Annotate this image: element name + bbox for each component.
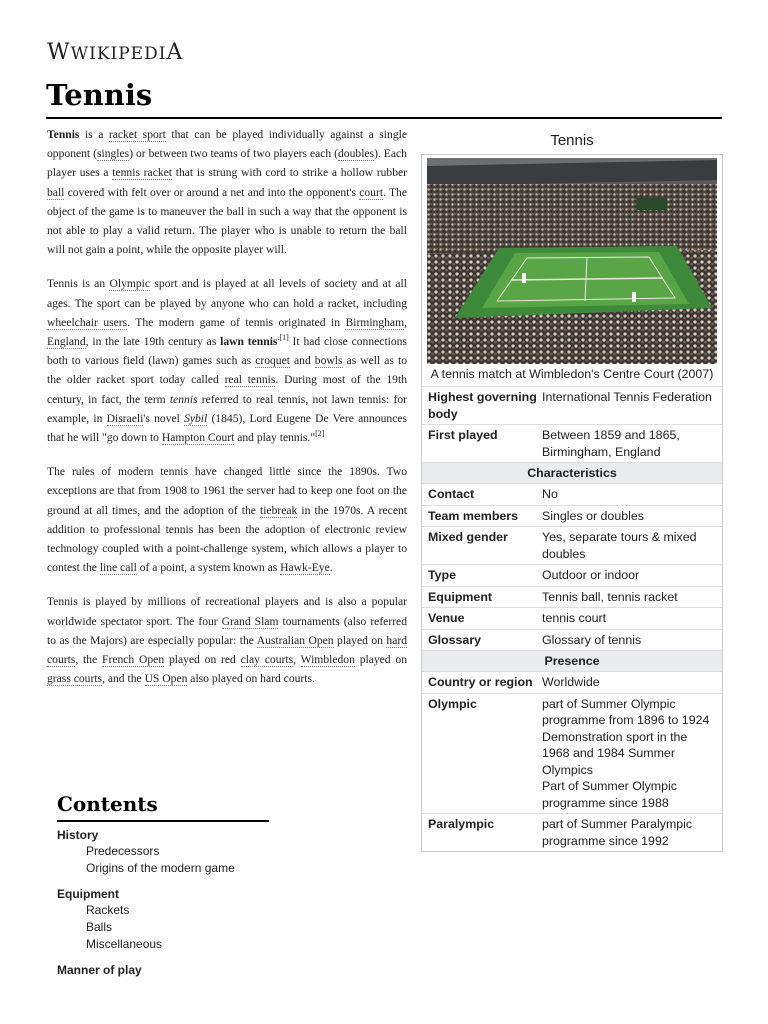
article-text: referred to real tennis, not lawn tennis: for example, in xyxy=(47,392,407,425)
article-text: . The modern game of tennis originated in xyxy=(127,315,346,329)
toc-subitem[interactable]: Predecessors xyxy=(86,844,160,858)
toc-subitem[interactable]: Balls xyxy=(86,920,113,934)
article-link[interactable]: hard courts xyxy=(47,633,407,667)
infobox-label: Contact xyxy=(428,487,475,501)
article-text: in the 1970s. A recent addition to professional tennis has been the adoption of electronic review technology coupled with a point-challenge system, which allows a player to contest the xyxy=(47,503,407,575)
article-text: , and the xyxy=(102,672,145,686)
article-text: ) or between two teams of two players each ( xyxy=(129,147,338,161)
article-link[interactable]: Birmingham xyxy=(345,315,405,329)
article-text: played on red xyxy=(164,653,241,667)
article-text: tennis xyxy=(169,392,198,406)
paragraph-3 xyxy=(47,462,407,577)
article-link[interactable]: racket sport xyxy=(108,128,166,141)
article-link[interactable]: tiebreak xyxy=(259,503,298,517)
infobox-value: Tennis ball, tennis racket xyxy=(542,589,678,604)
table-of-contents xyxy=(57,792,269,979)
infobox-label: Paralympic xyxy=(428,817,495,831)
article-text: . xyxy=(329,561,333,575)
article-text: played on xyxy=(333,633,387,647)
article-text: and play tennis." xyxy=(234,431,316,445)
article-link[interactable]: US Open xyxy=(144,672,188,686)
infobox-row xyxy=(422,671,722,693)
infobox-row xyxy=(422,424,722,462)
infobox-row xyxy=(422,386,722,424)
article-link[interactable]: wheelchair users xyxy=(47,315,128,329)
toc-item[interactable]: History xyxy=(57,828,99,842)
article-text: 's novel xyxy=(143,411,185,425)
article-text: Tennis xyxy=(47,128,80,141)
infobox-rows-characteristics xyxy=(422,483,722,650)
article-text: . The object of the game is to maneuver the ball in such a way that the opponent is not able to play a valid return. The player who is unable to return the ball will not gain a point, while the opposite player will. xyxy=(47,185,407,257)
article-text: of a point, a system known as xyxy=(136,561,281,575)
article-link[interactable]: ball xyxy=(47,185,65,199)
infobox-row xyxy=(422,505,722,527)
article-link[interactable]: croquet xyxy=(255,354,290,368)
article-text: that can be played individually against a single opponent ( xyxy=(47,128,407,161)
article-text: (1845), Lord Eugene De Vere announces that he will "go down to xyxy=(47,411,408,445)
infobox-label: Glossary xyxy=(428,632,482,647)
toc-subitem[interactable]: Miscellaneous xyxy=(86,937,163,951)
toc-list xyxy=(57,828,269,977)
paragraph-2 xyxy=(47,274,407,447)
citation-ref[interactable]: [2] xyxy=(315,429,325,439)
article-link[interactable]: Wimbledon xyxy=(300,653,355,667)
article-text: , the xyxy=(75,653,103,667)
infobox-value: Between 1859 and 1865, Birmingham, England xyxy=(542,428,680,459)
article-link[interactable]: French Open xyxy=(102,653,165,667)
infobox-title: Tennis xyxy=(550,132,594,149)
article-link[interactable]: Grand Slam xyxy=(221,614,279,628)
article-link[interactable]: real tennis xyxy=(224,373,276,387)
toc-subitem[interactable]: Origins of the modern game xyxy=(86,861,235,875)
article-text: The rules of modern tennis have changed little since the 1890s. Two exceptions are that from 1908 to 1961 the server had to keep one foot on the ground at all times, and the adoption of the xyxy=(47,465,407,517)
logo-letter-end: A xyxy=(166,40,184,65)
infobox-value: International Tennis Federation xyxy=(542,390,712,404)
infobox-row xyxy=(422,693,722,814)
infobox-row xyxy=(422,526,722,564)
infobox-value: tennis court xyxy=(542,611,607,625)
image-caption: A tennis match at Wimbledon's Centre Court (2007) xyxy=(430,367,714,381)
logo-letter-w: W xyxy=(47,40,71,65)
article-link[interactable]: tennis racket xyxy=(112,166,173,180)
infobox-row xyxy=(422,607,722,629)
infobox-row xyxy=(422,483,722,505)
wikipedia-logo[interactable] xyxy=(47,40,183,65)
logo-wordmark xyxy=(71,44,167,64)
article-text: also played on hard courts. xyxy=(187,672,315,686)
infobox-label: Team members xyxy=(428,508,518,523)
infobox-label: Country or region xyxy=(428,675,533,689)
article-link[interactable]: Disraeli xyxy=(106,411,144,425)
infobox-value: part of Summer Olympic programme from 1896 to 1924 Demonstration sport in the 1968 and 1984 Summer Olympics Part of Summer Olympic programme since 1988 xyxy=(542,696,710,810)
article-link[interactable]: line call xyxy=(99,561,137,575)
article-text: covered with felt over or around a net and into the opponent's xyxy=(64,185,360,199)
centre-court-image[interactable] xyxy=(427,158,717,364)
paragraph-4 xyxy=(47,592,407,688)
article-text: as well as to the older racket sport today called xyxy=(47,354,407,387)
infobox-value: Outdoor or indoor xyxy=(542,568,640,582)
section-presence: Presence xyxy=(422,650,722,671)
article-link[interactable]: Hawk-Eye xyxy=(280,561,330,575)
article-text: Tennis is played by millions of recreational players and is also a popular worldwide spectator sport. The four xyxy=(47,595,407,628)
article-text: played on xyxy=(354,653,407,667)
title-divider xyxy=(46,117,722,119)
infobox-value: No xyxy=(542,487,558,501)
infobox-row xyxy=(422,629,722,651)
article-link[interactable]: Sybil xyxy=(184,411,208,425)
infobox xyxy=(421,154,723,852)
toc-item[interactable]: Manner of play xyxy=(57,963,142,977)
logo-text-main: WIKIPEDI xyxy=(70,44,167,64)
article-link[interactable]: court xyxy=(359,185,384,199)
toc-item[interactable]: Equipment xyxy=(57,887,119,901)
stadium-photo xyxy=(427,158,717,364)
infobox-row xyxy=(422,586,722,608)
article-text: Tennis is an xyxy=(47,277,110,291)
article-text: is a xyxy=(79,128,109,141)
article-link[interactable]: England xyxy=(47,335,86,349)
infobox-value: part of Summer Paralympic programme since 1992 xyxy=(542,817,693,848)
article-text: It had close connections both to various field (lawn) games such as xyxy=(47,335,407,368)
page-title: Tennis xyxy=(46,78,153,112)
infobox-label: Type xyxy=(428,568,456,582)
infobox-label: Venue xyxy=(428,611,465,625)
infobox-label: First played xyxy=(428,428,498,442)
infobox-rows-general xyxy=(422,386,722,462)
toc-spacer xyxy=(57,954,269,960)
toc-subitem[interactable]: Rackets xyxy=(86,903,130,917)
infobox-label: Equipment xyxy=(428,589,493,604)
article-text: , xyxy=(293,653,301,667)
contents-title: Contents xyxy=(57,792,269,822)
infobox-row xyxy=(422,813,722,851)
article-link[interactable]: Australian Open xyxy=(256,633,334,647)
section-characteristics: Characteristics xyxy=(422,462,722,483)
article-link[interactable]: clay courts xyxy=(240,653,294,667)
article-link[interactable]: bowls xyxy=(314,354,343,368)
article-text: sport and is played at all levels of society and at all ages. The sport can be played by anyone who can hold a racket, including xyxy=(47,277,407,310)
article-link[interactable]: Hampton Court xyxy=(161,431,235,445)
infobox-label: Highest governing body xyxy=(428,390,537,421)
article-link[interactable]: Olympic xyxy=(109,277,151,291)
infobox-value: Yes, separate tours & mixed doubles xyxy=(542,530,697,561)
article-text: lawn tennis xyxy=(220,335,278,349)
article-link[interactable]: grass courts xyxy=(47,672,103,686)
article-body xyxy=(47,125,407,703)
infobox-value: Singles or doubles xyxy=(542,508,644,523)
infobox-row xyxy=(422,564,722,586)
toc-spacer xyxy=(57,878,269,884)
article-text: , in the late 19th century as xyxy=(85,335,221,349)
article-link[interactable]: singles xyxy=(96,147,130,161)
infobox-value: Worldwide xyxy=(542,675,600,689)
paragraph-1 xyxy=(47,125,407,259)
article-text: , xyxy=(404,315,407,329)
article-text: and xyxy=(289,354,315,368)
article-text: tournaments (also referred to as the Majors) are especially popular: the xyxy=(47,614,407,647)
infobox-value: Glossary of tennis xyxy=(542,632,642,647)
infobox-rows-presence xyxy=(422,671,722,851)
article-text: that is strung with cord to strike a hollow rubber xyxy=(172,166,407,180)
article-link[interactable]: doubles xyxy=(338,147,375,161)
infobox-label: Mixed gender xyxy=(428,530,508,544)
citation-ref[interactable]: .[1] xyxy=(277,333,289,343)
article-text: . During most of the 19th century, in fact, the term xyxy=(47,373,407,406)
article-text: ). Each player uses a xyxy=(47,147,407,180)
infobox-label: Olympic xyxy=(428,696,477,711)
